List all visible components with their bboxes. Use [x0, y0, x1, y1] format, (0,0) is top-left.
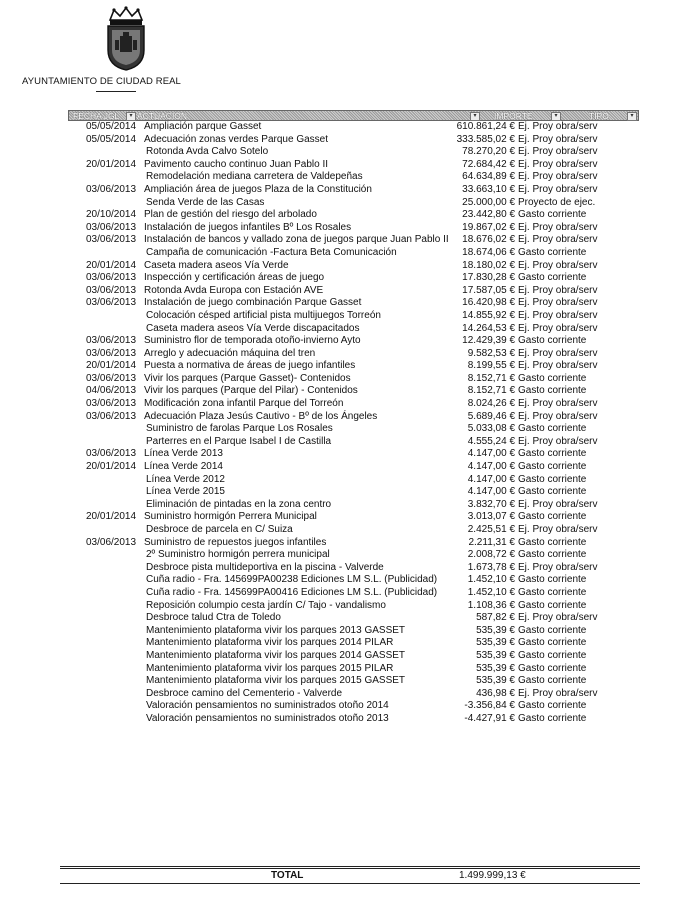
row-importe: 4.147,00 € [467, 461, 515, 473]
row-actuacion: Campaña de comunicación -Factura Beta Comunicación [146, 246, 397, 258]
row-importe: 2.008,72 € [467, 549, 515, 561]
row-tipo: Gasto corriente [518, 624, 587, 636]
row-actuacion: Suministro hormigón Perrera Municipal [144, 511, 317, 523]
row-tipo: Ej. Proy obra/serv [518, 309, 598, 321]
row-fecha: 03/06/2013 [86, 398, 137, 410]
table-row [0, 663, 684, 676]
table-row [0, 574, 684, 587]
row-actuacion: Mantenimiento plataforma vivir los parques 2014 PILAR [146, 637, 394, 649]
row-tipo: Ej. Proy obra/serv [518, 612, 598, 624]
table-row [0, 159, 684, 172]
table-row [0, 385, 684, 398]
row-tipo: Gasto corriente [518, 511, 587, 523]
row-fecha: 03/06/2013 [86, 448, 137, 460]
row-tipo: Gasto corriente [518, 586, 587, 598]
row-actuacion: Línea Verde 2015 [146, 486, 225, 498]
row-fecha: 20/01/2014 [86, 360, 137, 372]
row-importe: 4.147,00 € [467, 486, 515, 498]
row-actuacion: Arreglo y adecuación máquina del tren [144, 347, 316, 359]
row-actuacion: Línea Verde 2014 [144, 461, 223, 473]
table-row [0, 348, 684, 361]
row-importe: 535,39 € [476, 637, 515, 649]
row-tipo: Ej. Proy obra/serv [518, 121, 598, 132]
row-importe: 64.634,89 € [462, 171, 515, 183]
header-actuacion[interactable]: ACTUACIÓN [137, 111, 188, 121]
row-tipo: Gasto corriente [518, 549, 587, 561]
row-tipo: Ej. Proy obra/serv [518, 133, 598, 145]
row-importe: 17.830,28 € [462, 272, 515, 284]
table-row [0, 310, 684, 323]
actuacion-filter-dropdown-icon[interactable]: ▾ [470, 112, 480, 121]
table-row [0, 675, 684, 688]
total-divider-top [60, 866, 640, 867]
table-row [0, 360, 684, 373]
row-actuacion: Puesta a normativa de áreas de juego infantiles [144, 360, 356, 372]
row-actuacion: Mantenimiento plataforma vivir los parques 2013 GASSET [146, 624, 406, 636]
table-row [0, 524, 684, 537]
table-row [0, 688, 684, 701]
row-fecha: 03/06/2013 [86, 272, 137, 284]
row-actuacion: Cuña radio - Fra. 145699PA00238 Ediciones LM S.L. (Publicidad) [146, 574, 438, 586]
table-row [0, 650, 684, 663]
row-actuacion: Modificación zona infantil Parque del Torreón [144, 398, 344, 410]
row-tipo: Ej. Proy obra/serv [518, 687, 598, 699]
row-fecha: 20/10/2014 [86, 209, 137, 221]
table-row [0, 285, 684, 298]
row-tipo: Ej. Proy obra/serv [518, 234, 598, 246]
row-importe: 610.861,24 € [456, 121, 515, 132]
row-importe: 587,82 € [476, 612, 515, 624]
row-actuacion: Instalación de juegos infantiles Bº Los Rosales [144, 221, 352, 233]
row-tipo: Ej. Proy obra/serv [518, 398, 598, 410]
total-divider-bottom [60, 883, 640, 884]
table-row [0, 373, 684, 386]
row-actuacion: Suministro flor de temporada otoño-invierno Ayto [144, 335, 361, 347]
row-actuacion: Valoración pensamientos no suministrados otoño 2014 [146, 700, 389, 712]
row-importe: 5.689,46 € [467, 410, 515, 422]
row-actuacion: Mantenimiento plataforma vivir los parques 2014 GASSET [146, 649, 406, 661]
row-importe: 19.867,02 € [462, 221, 515, 233]
row-fecha: 05/05/2014 [86, 121, 137, 132]
table-row [0, 335, 684, 348]
total-row [0, 869, 684, 882]
table-row [0, 448, 684, 461]
row-tipo: Gasto corriente [518, 649, 587, 661]
row-importe: 8.152,71 € [467, 372, 515, 384]
table-row [0, 260, 684, 273]
row-actuacion: Reposición columpio cesta jardín C/ Tajo - vandalismo [146, 599, 386, 611]
row-importe: 1.452,10 € [467, 586, 515, 598]
table-row [0, 537, 684, 550]
row-tipo: Gasto corriente [518, 574, 587, 586]
table-row [0, 146, 684, 159]
table-row [0, 625, 684, 638]
row-tipo: Gasto corriente [518, 423, 587, 435]
row-actuacion: Parterres en el Parque Isabel I de Castilla [146, 435, 332, 447]
row-importe: 17.587,05 € [462, 284, 515, 296]
row-actuacion: Mantenimiento plataforma vivir los parques 2015 GASSET [146, 675, 406, 687]
row-tipo: Proyecto de ejec. [518, 196, 596, 208]
table-row [0, 511, 684, 524]
row-actuacion: Inspección y certificación áreas de juego [144, 272, 325, 284]
row-tipo: Gasto corriente [518, 599, 587, 611]
row-importe: -4.427,91 € [464, 712, 515, 724]
row-actuacion: Cuña radio - Fra. 145699PA00416 Ediciones LM S.L. (Publicidad) [146, 586, 438, 598]
table-row [0, 486, 684, 499]
row-actuacion: Ampliación área de juegos Plaza de la Constitución [144, 183, 372, 195]
row-fecha: 03/06/2013 [86, 347, 137, 359]
total-label: TOTAL [271, 870, 304, 881]
row-actuacion: Mantenimiento plataforma vivir los parques 2015 PILAR [146, 662, 394, 674]
table-row [0, 398, 684, 411]
row-importe: 8.199,55 € [467, 360, 515, 372]
row-importe: 4.555,24 € [467, 435, 515, 447]
table-row [0, 600, 684, 613]
row-tipo: Ej. Proy obra/serv [518, 435, 598, 447]
table-row [0, 499, 684, 512]
row-actuacion: Rotonda Avda Calvo Sotelo [146, 146, 269, 158]
header-importe[interactable]: IMPORTE [494, 111, 533, 121]
row-tipo: Ej. Proy obra/serv [518, 347, 598, 359]
table-row [0, 474, 684, 487]
row-actuacion: Valoración pensamientos no suministrados otoño 2013 [146, 712, 389, 724]
row-importe: 3.832,70 € [467, 498, 515, 510]
row-actuacion: Instalación de bancos y vallado zona de juegos parque Juan Pablo II [144, 234, 449, 246]
row-actuacion: Remodelación mediana carretera de Valdepeñas [146, 171, 363, 183]
organization-name: AYUNTAMIENTO DE CIUDAD REAL [22, 76, 181, 87]
total-value: 1.499.999,13 € [459, 870, 526, 881]
table-row [0, 323, 684, 336]
row-importe: 1.452,10 € [467, 574, 515, 586]
row-tipo: Gasto corriente [518, 486, 587, 498]
table-row [0, 700, 684, 713]
row-fecha: 03/06/2013 [86, 536, 137, 548]
row-tipo: Gasto corriente [518, 461, 587, 473]
row-fecha: 20/01/2014 [86, 158, 137, 170]
row-actuacion: Instalación de juego combinación Parque Gasset [144, 297, 362, 309]
row-importe: 8.152,71 € [467, 385, 515, 397]
row-actuacion: Suministro de farolas Parque Los Rosales [146, 423, 333, 435]
row-tipo: Gasto corriente [518, 473, 587, 485]
row-importe: 18.180,02 € [462, 259, 515, 271]
row-fecha: 03/06/2013 [86, 410, 137, 422]
table-row [0, 247, 684, 260]
row-tipo: Ej. Proy obra/serv [518, 498, 598, 510]
table-row [0, 549, 684, 562]
row-importe: 3.013,07 € [467, 511, 515, 523]
row-importe: 8.024,26 € [467, 398, 515, 410]
city-crest-logo [100, 6, 152, 72]
row-importe: 23.442,80 € [462, 209, 515, 221]
row-tipo: Gasto corriente [518, 448, 587, 460]
row-tipo: Gasto corriente [518, 385, 587, 397]
row-actuacion: Plan de gestión del riesgo del arbolado [144, 209, 317, 221]
row-tipo: Gasto corriente [518, 335, 587, 347]
row-actuacion: Vivir los parques (Parque Gasset)- Contenidos [144, 372, 351, 384]
row-tipo: Ej. Proy obra/serv [518, 221, 598, 233]
row-importe: 436,98 € [476, 687, 515, 699]
row-importe: 4.147,00 € [467, 473, 515, 485]
row-actuacion: Vivir los parques (Parque del Pilar) - Contenidos [144, 385, 358, 397]
table-row [0, 171, 684, 184]
table-row [0, 184, 684, 197]
table-row [0, 423, 684, 436]
row-fecha: 05/05/2014 [86, 133, 137, 145]
row-importe: 78.270,20 € [462, 146, 515, 158]
table-body [0, 121, 684, 726]
table-row [0, 134, 684, 147]
row-importe: 1.673,78 € [467, 561, 515, 573]
row-fecha: 03/06/2013 [86, 284, 137, 296]
row-importe: 535,39 € [476, 624, 515, 636]
row-importe: 9.582,53 € [467, 347, 515, 359]
row-tipo: Ej. Proy obra/serv [518, 284, 598, 296]
row-tipo: Ej. Proy obra/serv [518, 158, 598, 170]
table-row [0, 436, 684, 449]
row-actuacion: Colocación césped artificial pista multijuegos Torreón [146, 309, 381, 321]
row-actuacion: Línea Verde 2013 [144, 448, 223, 460]
row-fecha: 20/01/2014 [86, 461, 137, 473]
row-importe: 333.585,02 € [456, 133, 515, 145]
row-tipo: Ej. Proy obra/serv [518, 524, 598, 535]
row-tipo: Ej. Proy obra/serv [518, 561, 598, 573]
row-tipo: Gasto corriente [518, 637, 587, 649]
row-importe: 14.264,53 € [462, 322, 515, 334]
importe-sort-dropdown-icon[interactable]: ▾ [551, 112, 561, 121]
row-tipo: Gasto corriente [518, 675, 587, 687]
table-row [0, 461, 684, 474]
row-actuacion: Suministro de repuestos juegos infantiles [144, 536, 327, 548]
row-importe: 5.033,08 € [467, 423, 515, 435]
row-importe: 18.674,06 € [462, 246, 515, 258]
row-actuacion: 2º Suministro hormigón perrera municipal [146, 549, 330, 561]
row-fecha: 20/01/2014 [86, 511, 137, 523]
header-fecha[interactable]: FECHA JGL [73, 111, 120, 121]
row-fecha: 03/06/2013 [86, 183, 137, 195]
row-actuacion: Rotonda Avda Europa con Estación AVE [144, 284, 324, 296]
table-row [0, 222, 684, 235]
row-tipo: Ej. Proy obra/serv [518, 410, 598, 422]
fecha-filter-dropdown-icon[interactable]: ▾ [126, 112, 136, 121]
row-tipo: Gasto corriente [518, 246, 587, 258]
row-tipo: Ej. Proy obra/serv [518, 322, 598, 334]
row-importe: 12.429,39 € [462, 335, 515, 347]
table-row [0, 197, 684, 210]
table-row [0, 587, 684, 600]
tipo-filter-dropdown-icon[interactable]: ▾ [627, 112, 637, 121]
row-importe: 535,39 € [476, 649, 515, 661]
row-importe: -3.356,84 € [464, 700, 515, 712]
row-importe: 4.147,00 € [467, 448, 515, 460]
row-importe: 18.676,02 € [462, 234, 515, 246]
row-importe: 33.663,10 € [462, 183, 515, 195]
row-actuacion: Adecuación zonas verdes Parque Gasset [144, 133, 328, 145]
row-actuacion: Desbroce camino del Cementerio - Valverde [146, 687, 343, 699]
row-fecha: 03/06/2013 [86, 297, 137, 309]
row-tipo: Ej. Proy obra/serv [518, 259, 598, 271]
header-tipo[interactable]: TIPO [589, 111, 609, 121]
row-actuacion: Línea Verde 2012 [146, 473, 225, 485]
table-row [0, 209, 684, 222]
row-importe: 2.425,51 € [467, 524, 515, 535]
row-tipo: Gasto corriente [518, 272, 587, 284]
row-importe: 14.855,92 € [462, 309, 515, 321]
row-actuacion: Ampliación parque Gasset [144, 121, 262, 132]
row-importe: 535,39 € [476, 662, 515, 674]
row-fecha: 20/01/2014 [86, 259, 137, 271]
organization-underline [96, 91, 136, 92]
table-row [0, 562, 684, 575]
row-tipo: Gasto corriente [518, 662, 587, 674]
row-importe: 72.684,42 € [462, 158, 515, 170]
row-actuacion: Adecuación Plaza Jesús Cautivo - Bº de los Ángeles [144, 410, 378, 422]
row-actuacion: Caseta madera aseos Vía Verde discapacitados [146, 322, 360, 334]
row-actuacion: Eliminación de pintadas en la zona centro [146, 498, 332, 510]
row-actuacion: Desbroce pista multideportiva en la piscina - Valverde [146, 561, 384, 573]
row-tipo: Gasto corriente [518, 372, 587, 384]
row-actuacion: Senda Verde de las Casas [146, 196, 265, 208]
row-tipo: Ej. Proy obra/serv [518, 297, 598, 309]
row-tipo: Gasto corriente [518, 209, 587, 221]
row-actuacion: Desbroce de parcela en C/ Suiza [146, 524, 293, 535]
row-fecha: 03/06/2013 [86, 234, 137, 246]
table-row [0, 713, 684, 726]
row-tipo: Ej. Proy obra/serv [518, 171, 598, 183]
row-fecha: 03/06/2013 [86, 372, 137, 384]
row-tipo: Ej. Proy obra/serv [518, 360, 598, 372]
table-row [0, 411, 684, 424]
table-row [0, 637, 684, 650]
row-fecha: 03/06/2013 [86, 335, 137, 347]
row-importe: 2.211,31 € [468, 536, 515, 548]
row-tipo: Gasto corriente [518, 712, 587, 724]
table-row [0, 297, 684, 310]
row-actuacion: Caseta madera aseos Vía Verde [144, 259, 289, 271]
row-importe: 535,39 € [476, 675, 515, 687]
row-actuacion: Desbroce talud Ctra de Toledo [146, 612, 281, 624]
row-tipo: Ej. Proy obra/serv [518, 183, 598, 195]
table-row [0, 612, 684, 625]
row-fecha: 04/06/2013 [86, 385, 137, 397]
row-tipo: Gasto corriente [518, 536, 587, 548]
table-row [0, 234, 684, 247]
row-fecha: 03/06/2013 [86, 221, 137, 233]
row-importe: 1.108,36 € [467, 599, 515, 611]
table-row [0, 272, 684, 285]
row-tipo: Gasto corriente [518, 700, 587, 712]
row-importe: 16.420,98 € [462, 297, 515, 309]
table-row [0, 121, 684, 134]
row-importe: 25.000,00 € [462, 196, 515, 208]
row-tipo: Ej. Proy obra/serv [518, 146, 598, 158]
row-actuacion: Pavimento caucho continuo Juan Pablo II [144, 158, 329, 170]
table-header [68, 110, 639, 121]
